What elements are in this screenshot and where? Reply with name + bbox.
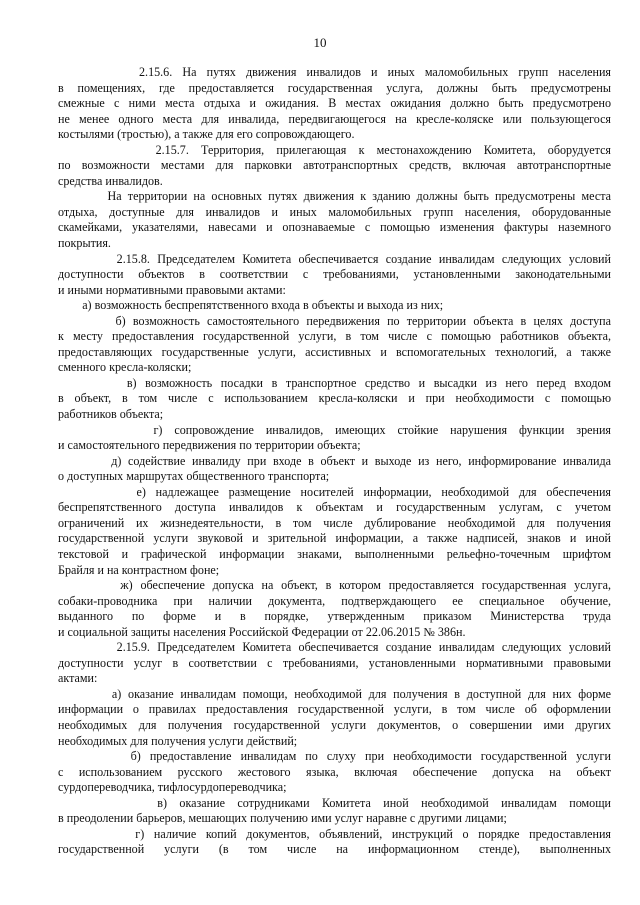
body-text <box>58 65 611 858</box>
text-line: б) возможность самостоятельного передвижения по территории объекта в целях доступа <box>58 313 611 328</box>
text-line: необходимых для получения услуги действий; <box>58 733 298 748</box>
text-line: государственной услуги звуковой и зрительной информации, а также надписей, знаков и иной <box>58 531 611 546</box>
text-line: в объект, в том числе с использованием кресла-коляски и при необходимости с помощью <box>58 391 611 406</box>
text-line: д) содействие инвалиду при входе в объект и выходе из него, информирование инвалида <box>58 453 611 468</box>
text-line: сурдопереводчика, тифлосурдопереводчика; <box>58 780 287 795</box>
text-line: а) оказание инвалидам помощи, необходимой для получения в доступной для них форме <box>58 686 611 701</box>
page-number: 10 <box>313 35 327 50</box>
text-line: г) наличие копий документов, объявлений, инструкций о порядке предоставления <box>58 826 611 841</box>
text-line: и социальной защиты населения Российской Федерации от 22.06.2015 № 386н. <box>58 624 466 639</box>
text-line: На территории на основных путях движения к зданию должны быть предусмотрены места <box>58 189 611 204</box>
text-line: актами: <box>58 671 98 686</box>
text-line: по возможности местами для парковки автотранспортных средств, включая автотранспортные <box>58 158 611 173</box>
text-line: беспрепятственного доступа инвалидов к объектам и государственным услугам, с учетом <box>58 500 611 515</box>
text-line: доступности услуг в соответствии с требованиями, установленными нормативными правовыми <box>58 655 611 670</box>
text-line: 2.15.7. Территория, прилегающая к местонахождению Комитета, оборудуется <box>58 142 611 157</box>
text-line: с использованием русского жестового языка, включая обеспечение допуска на объект <box>58 764 611 779</box>
text-line: е) надлежащее размещение носителей информации, необходимой для обеспечения <box>58 484 611 499</box>
text-line: собаки-проводника при наличии документа, подтверждающего ее специальное обучение, <box>58 593 611 608</box>
text-line: о доступных маршрутах общественного транспорта; <box>58 469 330 484</box>
text-line: необходимых для получения государственной услуги документов, о совершении ими других <box>58 717 611 732</box>
text-line: информации о правилах предоставления государственной услуги, в том числе об оформлении <box>58 702 611 717</box>
text-line: г) сопровождение инвалидов, имеющих стойкие нарушения функции зрения <box>58 422 611 437</box>
text-line: предоставляющих государственные услуги, ассистивных и вспомогательных технологий, а также <box>58 344 611 359</box>
text-line: к месту предоставления государственной услуги, в том числе с помощью работников объекта, <box>58 329 611 344</box>
text-line: не менее одного места для инвалида, передвигающегося на кресле-коляске или пользующегося <box>58 111 611 126</box>
text-line: сменного кресла-коляски; <box>58 360 192 375</box>
text-line: в преодолении барьеров, мешающих получению ими услуг наравне с другими лицами; <box>58 811 507 826</box>
text-line: текстовой и графической информации знаками, выполненными рельефно-точечным шрифтом <box>58 546 611 561</box>
text-line: работников объекта; <box>58 407 164 422</box>
text-line: ограничений их жизнедеятельности, в том числе дублирование необходимой для получения <box>58 515 611 530</box>
text-line: средства инвалидов. <box>58 173 163 188</box>
text-line: отдыха, доступные для инвалидов и иных маломобильных групп населения, оборудованные <box>58 204 611 219</box>
text-line: б) предоставление инвалидам по слуху при необходимости государственной услуги <box>58 749 611 764</box>
text-line: 2.15.9. Председателем Комитета обеспечивается создание инвалидам следующих условий <box>58 640 611 655</box>
text-line: выданного по форме и в порядке, утвержденным приказом Министерства труда <box>58 609 611 624</box>
text-line: в) возможность посадки в транспортное средство и высадки из него перед входом <box>58 375 611 390</box>
text-line: костылями (тростью), а также для его сопровождающего. <box>58 127 355 142</box>
text-line: государственной услуги (в том числе на информационном стенде), выполненных <box>58 842 611 857</box>
text-line: Брайля и на контрастном фоне; <box>58 562 220 577</box>
text-line: доступности объектов в соответствии с требованиями, установленными законодательными <box>58 267 611 282</box>
text-line: в помещениях, где предоставляется государственная услуга, должны быть предусмотрены <box>58 80 611 95</box>
text-line: смежные с ними места отдыха и ожидания. В местах ожидания должно быть предусмотрено <box>58 96 611 111</box>
text-line: в) оказание сотрудниками Комитета иной необходимой инвалидам помощи <box>58 795 611 810</box>
text-line: и самостоятельного передвижения по территории объекта; <box>58 438 361 453</box>
text-line: и иными нормативными правовыми актами: <box>58 282 286 297</box>
text-line: а) возможность беспрепятственного входа в объекты и выхода из них; <box>58 298 444 313</box>
text-line: 2.15.8. Председателем Комитета обеспечивается создание инвалидам следующих условий <box>58 251 611 266</box>
text-line: скамейками, указателями, навесами и опознаваемые с помощью изменения фактуры наземного <box>58 220 611 235</box>
text-line: ж) обеспечение допуска на объект, в котором предоставляется государственная услуга, <box>58 578 611 593</box>
text-line: 2.15.6. На путях движения инвалидов и иных маломобильных групп населения <box>58 65 611 79</box>
text-line: покрытия. <box>58 236 111 251</box>
